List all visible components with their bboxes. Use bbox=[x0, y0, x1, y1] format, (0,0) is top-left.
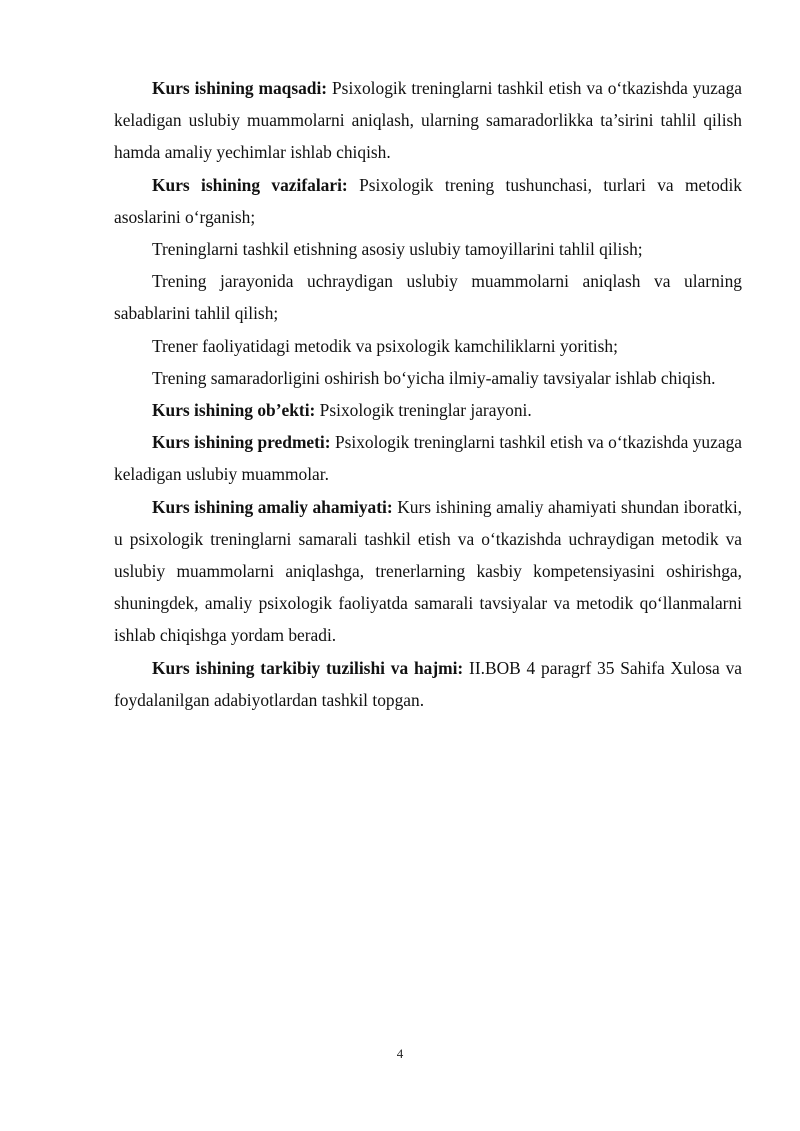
paragraph-text: Psixologik treninglarni tashkil etish va o‘tkazishda yuzaga keladigan uslubiy muammolar. bbox=[114, 432, 742, 485]
paragraph-label: Kurs ishining maqsadi: bbox=[152, 78, 328, 98]
paragraph-label: Kurs ishining ob’ekti: bbox=[152, 400, 316, 421]
paragraph-text: II.BOB 4 paragrf 35 Sahifa Xulosa va foydalanilgan adabiyotlardan tashkil topgan. bbox=[114, 657, 742, 710]
paragraph-text: Psixologik treninglarni tashkil etish va o‘tkazishda yuzaga keladigan uslubiy muammolarni aniqlash, ularning samaradorlikka ta’sirini tahlil qilish hamda amaliy yechimlar ishlab chiqish. bbox=[114, 78, 743, 163]
paragraph-obekti bbox=[114, 394, 742, 426]
paragraph-task-2 bbox=[114, 233, 742, 265]
paragraph-text: Trener faoliyatidagi metodik va psixologik kamchiliklarni yoritish; bbox=[152, 335, 618, 356]
paragraph-vazifalari bbox=[114, 169, 742, 233]
paragraph-label: Kurs ishining vazifalari: bbox=[152, 174, 348, 195]
paragraph-text: Treninglarni tashkil etishning asosiy uslubiy tamoyillarini tahlil qilish; bbox=[152, 239, 643, 260]
document-page bbox=[114, 72, 742, 716]
paragraph-text: Psixologik trening tushunchasi, turlari va metodik asoslarini o‘rganish; bbox=[114, 174, 743, 227]
paragraph-text: Psixologik treninglar jarayoni. bbox=[315, 400, 532, 421]
paragraph-text: Trening jarayonida uchraydigan uslubiy muammolarni aniqlash va ularning sabablarini tahlil qilish; bbox=[114, 271, 742, 324]
paragraph-label: Kurs ishining predmeti: bbox=[152, 432, 331, 453]
paragraph-tuzilishi bbox=[114, 652, 742, 716]
paragraph-task-3 bbox=[114, 265, 742, 329]
paragraph-label: Kurs ishining amaliy ahamiyati: bbox=[152, 496, 393, 517]
paragraph-amaliy-ahamiyati bbox=[114, 491, 742, 652]
paragraph-task-5 bbox=[114, 362, 742, 394]
paragraph-text: Trening samaradorligini oshirish bo‘yicha ilmiy-amaliy tavsiyalar ishlab chiqish. bbox=[152, 367, 716, 388]
paragraph-maqsadi bbox=[114, 72, 742, 169]
paragraph-text: Kurs ishining amaliy ahamiyati shundan iboratki, u psixologik treninglarni samarali tashkil etish va o‘tkazishda uchraydigan metodik va uslubiy muammolarni aniqlashga, trenerlarning kasbiy kompetensiyasini oshirishga, shuningdek, amaliy psixologik faoliyatda samarali tavsiyalar va metodik qo‘llanmalarni ishlab chiqishga yordam beradi. bbox=[114, 496, 742, 646]
paragraph-label: Kurs ishining tarkibiy tuzilishi va hajmi: bbox=[152, 657, 464, 678]
paragraph-predmeti bbox=[114, 426, 742, 490]
paragraph-task-4 bbox=[114, 330, 742, 362]
page-number: 4 bbox=[396, 1046, 404, 1061]
